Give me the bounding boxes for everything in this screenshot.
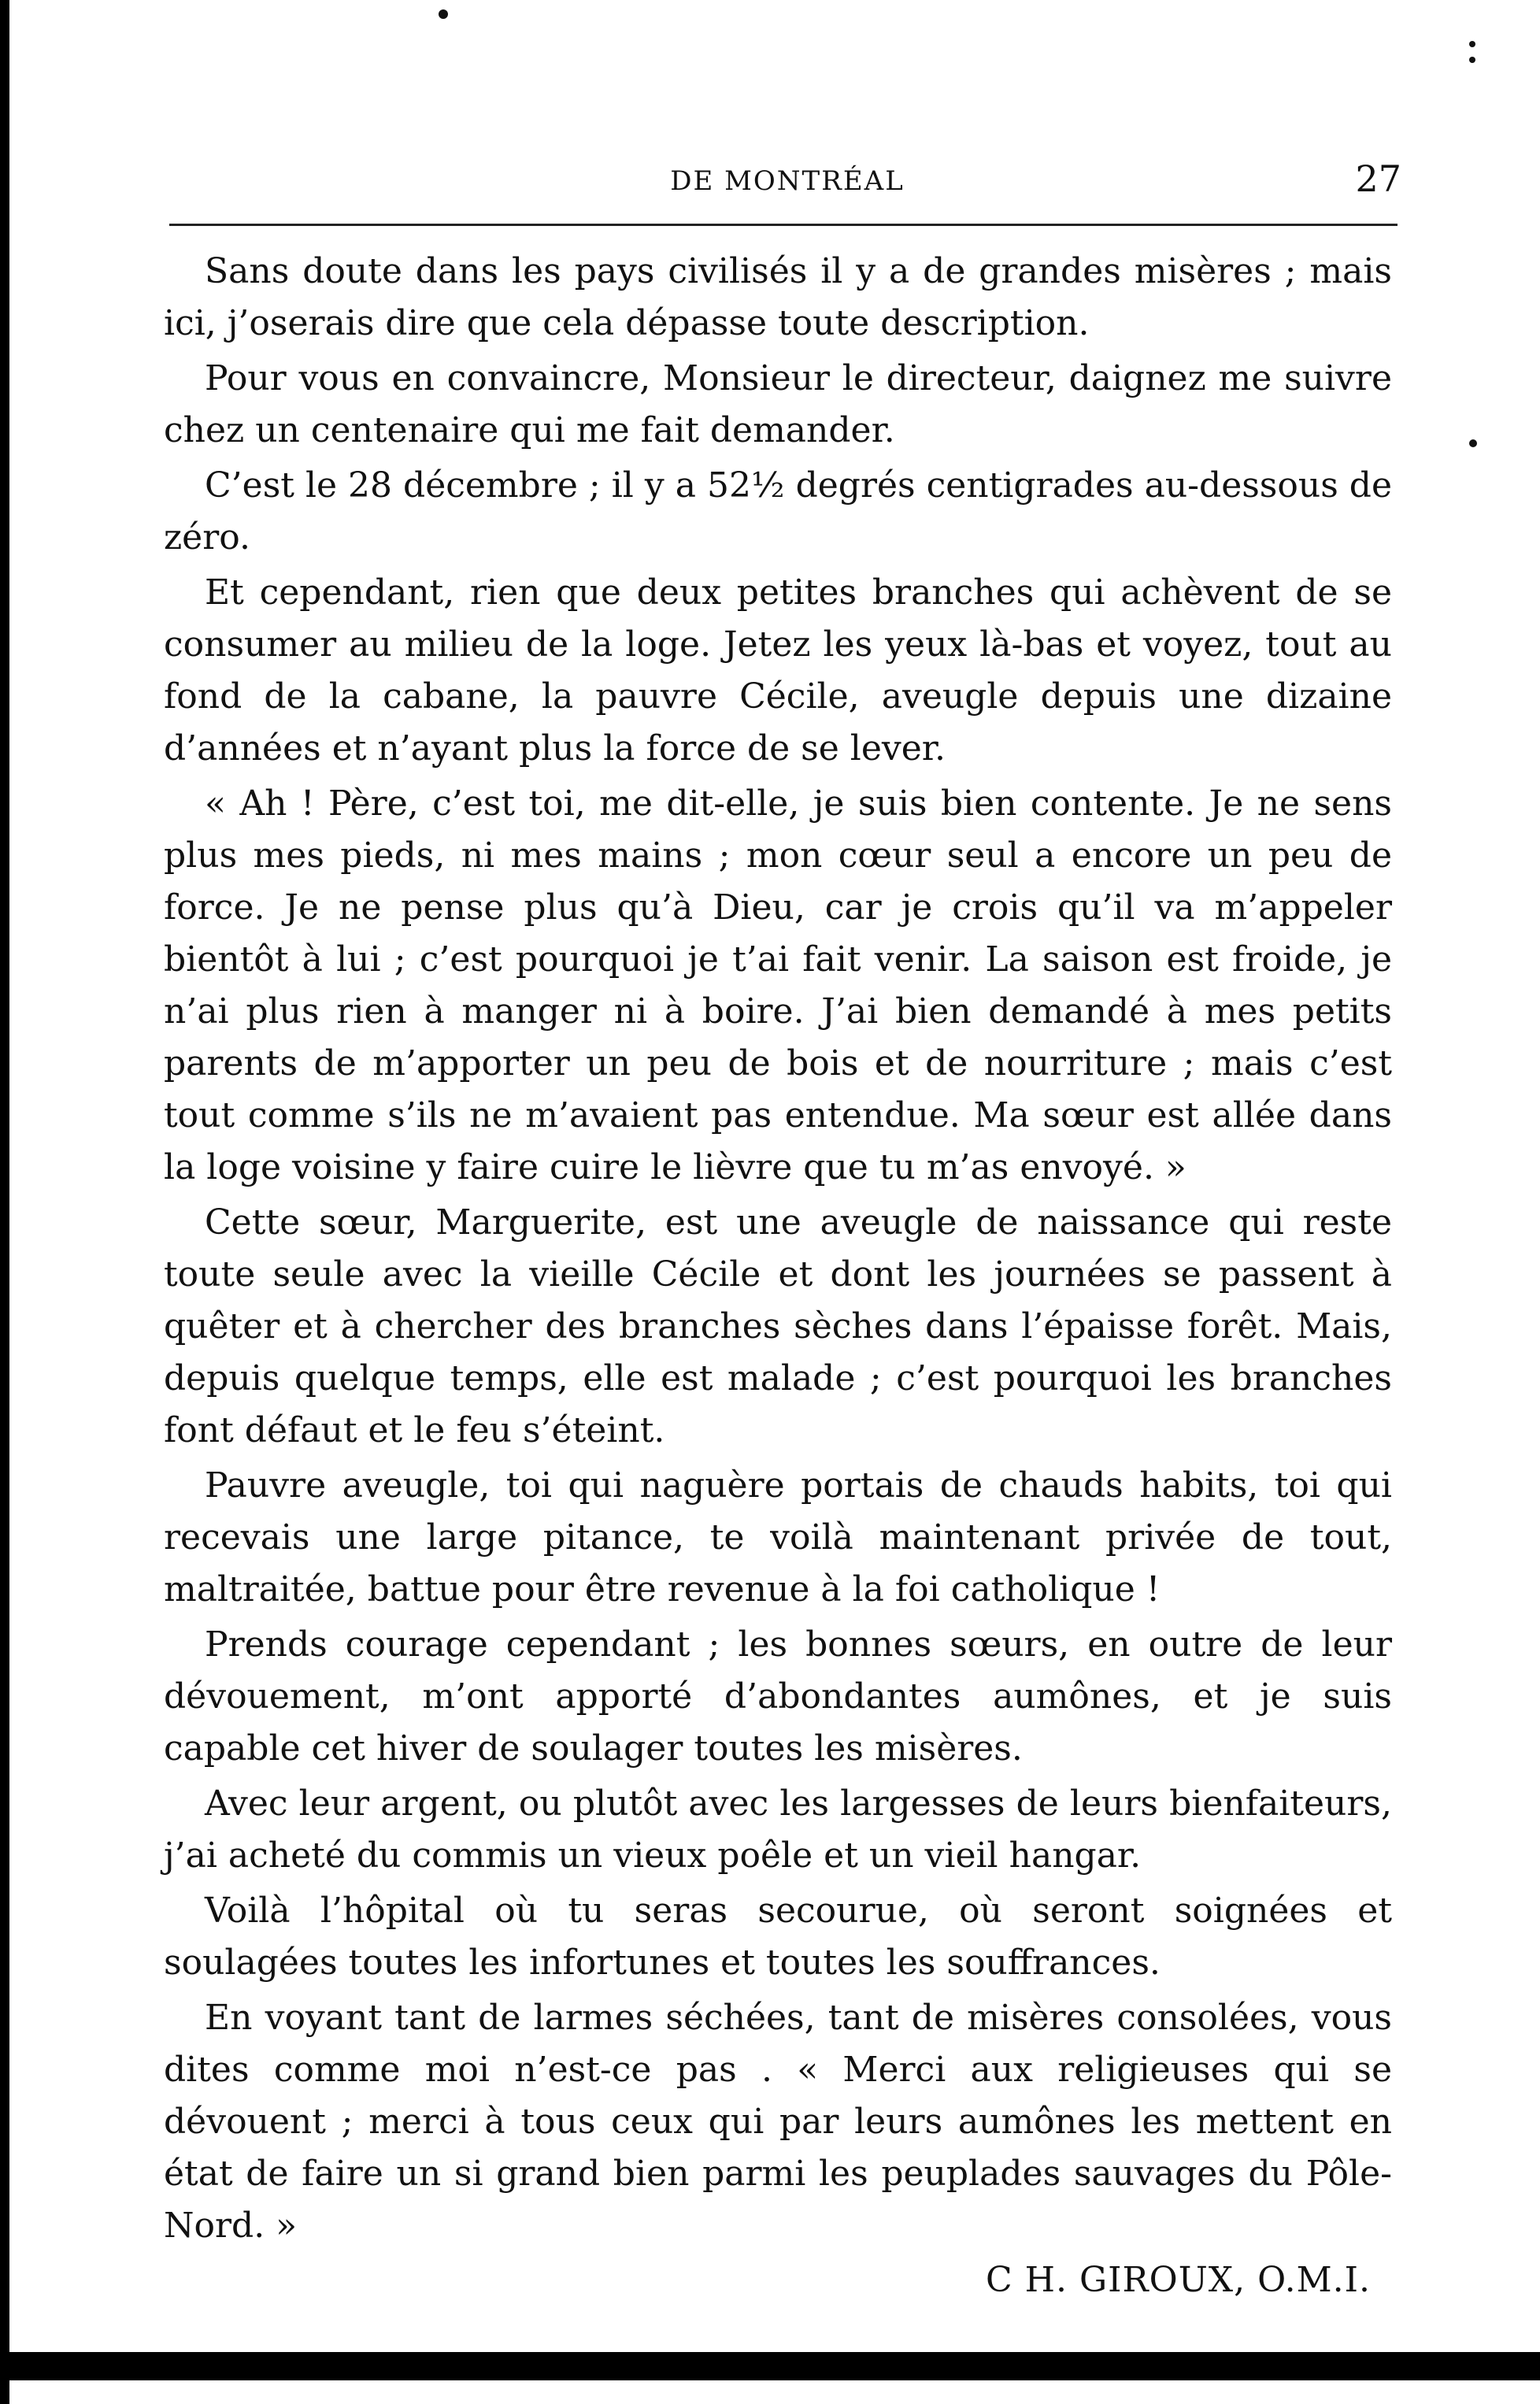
paragraph: C’est le 28 décembre ; il y a 52½ degrés centigrades au-dessous de zéro.	[164, 465, 1392, 557]
paragraph: Pour vous en convaincre, Monsieur le directeur, daignez me suivre chez un centenaire qui me fait demander.	[164, 358, 1392, 450]
scan-bottom-border	[0, 2352, 1540, 2380]
paragraph: « Ah ! Père, c’est toi, me dit-elle, je suis bien contente. Je ne sens plus mes pieds, ni mes mains ; mon cœur seul a encore un peu de force. Je ne pense plus qu’à Dieu, car je crois qu’il va m’appeler bientôt à lui ; c’est pourquoi je t’ai fait venir. La saison est froide, je n’ai plus rien à manger ni à boire. J’ai bien demandé à mes petits parents de m’apporter un peu de bois et de nourriture ; mais c’est tout comme s’ils ne m’avaient pas entendue. Ma sœur est allée dans la loge voisine y faire cuire le lièvre que tu m’as envoyé. »	[164, 783, 1392, 1187]
ink-speck	[1469, 439, 1477, 447]
ink-speck	[1469, 41, 1475, 47]
signature: C H. GIROUX, O.M.I.	[986, 2260, 1371, 2300]
body-text	[164, 246, 1392, 2255]
ink-speck	[439, 9, 448, 19]
paragraph: Voilà l’hôpital où tu seras secourue, où seront soignées et soulagées toutes les infortunes et toutes les souffrances.	[164, 1891, 1392, 1983]
paragraph: Et cependant, rien que deux petites branches qui achèvent de se consumer au milieu de la loge. Jetez les yeux là-bas et voyez, tout au fond de la cabane, la pauvre Cécile, aveugle depuis une dizaine d’années et n’ayant plus la force de se lever.	[164, 572, 1392, 769]
paragraph: Cette sœur, Marguerite, est une aveugle de naissance qui reste toute seule avec la vieille Cécile et dont les journées se passent à quêter et à chercher des branches sèches dans l’épaisse forêt. Mais, depuis quelque temps, elle est malade ; c’est pourquoi les branches font défaut et le feu s’éteint.	[164, 1202, 1392, 1450]
paragraph: Sans doute dans les pays civilisés il y a de grandes misères ; mais ici, j’oserais dire que cela dépasse toute description.	[164, 251, 1392, 343]
running-title: DE MONTRÉAL	[670, 165, 905, 197]
ink-speck	[1469, 57, 1475, 63]
paragraph: Pauvre aveugle, toi qui naguère portais de chauds habits, toi qui recevais une large pitance, te voilà maintenant privée de tout, maltraitée, battue pour être revenue à la foi catholique !	[164, 1465, 1392, 1609]
page-header	[173, 157, 1401, 213]
paragraph: En voyant tant de larmes séchées, tant de misères consolées, vous dites comme moi n’est-ce pas . « Merci aux religieuses qui se dévouent ; merci à tous ceux qui par leurs aumônes les mettent en état de faire un si grand bien parmi les peuplades sauvages du Pôle-Nord. »	[164, 1998, 1392, 2246]
paragraph: Avec leur argent, ou plutôt avec les largesses de leurs bienfaiteurs, j’ai acheté du commis un vieux poêle et un vieil hangar.	[164, 1784, 1392, 1876]
page-number: 27	[1355, 157, 1401, 200]
scan-left-border	[0, 0, 9, 2404]
paragraph: Prends courage cependant ; les bonnes sœurs, en outre de leur dévouement, m’ont apporté d’abondantes aumônes, et je suis capable cet hiver de soulager toutes les misères.	[164, 1624, 1392, 1769]
header-rule	[169, 224, 1397, 226]
